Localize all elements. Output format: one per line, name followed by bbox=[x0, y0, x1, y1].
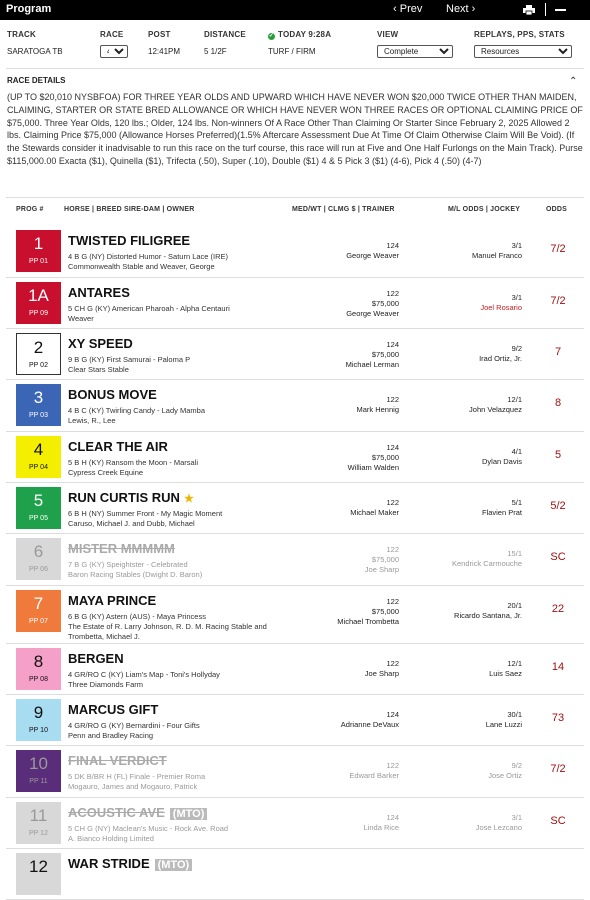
current-odds: 7/2 bbox=[550, 295, 566, 307]
owner: Commonwealth Stable and Weaver, George bbox=[68, 262, 215, 271]
current-odds: 7/2 bbox=[550, 763, 566, 775]
current-odds: SC bbox=[550, 815, 566, 827]
race-details-title: RACE DETAILS bbox=[7, 76, 66, 85]
trainer[interactable]: Adrianne DeVaux bbox=[340, 720, 399, 729]
program-number-badge bbox=[16, 487, 61, 529]
program-number: 1 bbox=[33, 234, 44, 253]
breed-owner bbox=[68, 509, 278, 529]
weight: 124 bbox=[386, 241, 399, 250]
program-number-badge bbox=[16, 384, 61, 426]
breed-owner bbox=[68, 355, 278, 375]
chevron-left-icon: ‹ bbox=[393, 3, 400, 15]
entry-row[interactable] bbox=[6, 483, 584, 534]
divider bbox=[545, 3, 546, 16]
claiming-price: $75,000 bbox=[371, 555, 399, 564]
ml-odds-jockey bbox=[406, 344, 522, 364]
trainer[interactable]: George Weaver bbox=[346, 309, 399, 318]
mto-badge: (MTO) bbox=[155, 859, 193, 871]
program-number: 7 bbox=[33, 594, 44, 613]
horse-name[interactable] bbox=[68, 651, 124, 666]
mto-badge: (MTO) bbox=[170, 808, 208, 820]
morning-line: 30/1 bbox=[507, 710, 522, 719]
horse-name[interactable] bbox=[68, 856, 192, 871]
weight: 122 bbox=[386, 289, 399, 298]
claiming-price: $75,000 bbox=[371, 453, 399, 462]
horse-name-text: MARCUS GIFT bbox=[68, 702, 159, 717]
jockey[interactable]: Joel Rosario bbox=[480, 303, 522, 312]
breed-owner bbox=[68, 304, 278, 324]
breed-owner bbox=[68, 406, 278, 426]
jockey[interactable]: Dylan Davis bbox=[481, 457, 522, 466]
morning-line: 3/1 bbox=[511, 293, 522, 302]
breed-owner bbox=[68, 612, 278, 642]
entry-row[interactable] bbox=[6, 586, 584, 644]
jockey[interactable]: Jose Ortiz bbox=[488, 771, 522, 780]
program-number: 1A bbox=[28, 286, 49, 305]
ml-odds-jockey bbox=[406, 813, 522, 833]
breed-sire-dam: 4 B G (NY) Distorted Humor - Saturn Lace (IRE) bbox=[68, 252, 229, 261]
post-position: PP 05 bbox=[29, 515, 48, 522]
page-title: Program bbox=[6, 3, 52, 15]
trainer[interactable]: George Weaver bbox=[346, 251, 399, 260]
breed-sire-dam: 4 GR/RO G (KY) Bernardini - Four Gifts bbox=[68, 721, 200, 730]
race-select[interactable] bbox=[100, 45, 128, 58]
morning-line: 3/1 bbox=[511, 813, 522, 822]
horse-name-text: FINAL VERDICT bbox=[68, 753, 167, 768]
morning-line: 12/1 bbox=[507, 395, 522, 404]
horse-name[interactable] bbox=[68, 439, 168, 454]
jockey[interactable]: Lane Luzzi bbox=[485, 720, 522, 729]
weight-claim-trainer bbox=[296, 761, 399, 781]
weight: 122 bbox=[386, 659, 399, 668]
owner: Cypress Creek Equine bbox=[68, 468, 144, 477]
program-number-badge bbox=[16, 699, 61, 741]
prev-button[interactable] bbox=[393, 3, 422, 15]
weight: 122 bbox=[386, 597, 399, 606]
program-number-badge bbox=[16, 853, 61, 895]
weight-claim-trainer bbox=[296, 813, 399, 833]
col-ml: M/L ODDS | JOCKEY bbox=[448, 206, 521, 213]
trainer[interactable]: Michael Lerman bbox=[345, 360, 399, 369]
morning-line: 5/1 bbox=[511, 498, 522, 507]
trainer[interactable]: Edward Barker bbox=[349, 771, 399, 780]
trainer[interactable]: Michael Trombetta bbox=[337, 617, 399, 626]
distance-value: 5 1/2F bbox=[204, 47, 227, 56]
owner: The Estate of R. Larry Johnson, R. D. M. Racing Stable and Trombetta, Michael J. bbox=[68, 622, 267, 641]
surface-value: TURF / FIRM bbox=[268, 47, 316, 56]
program-header bbox=[0, 0, 590, 20]
entry-row[interactable] bbox=[6, 380, 584, 432]
minimize-icon[interactable] bbox=[555, 9, 566, 11]
weight: 122 bbox=[386, 395, 399, 404]
owner: Lewis, R., Lee bbox=[68, 416, 116, 425]
program-number-badge bbox=[16, 538, 61, 580]
post-position: PP 11 bbox=[29, 778, 48, 785]
claiming-price: $75,000 bbox=[371, 607, 399, 616]
entry-row[interactable] bbox=[6, 798, 584, 849]
jockey[interactable]: Manuel Franco bbox=[471, 251, 522, 260]
program-number: 5 bbox=[33, 491, 44, 510]
post-position: PP 07 bbox=[29, 618, 48, 625]
breed-owner bbox=[68, 824, 278, 844]
ml-odds-jockey bbox=[406, 395, 522, 415]
breed-sire-dam: 5 B H (KY) Ransom the Moon - Marsali bbox=[68, 458, 199, 467]
divider bbox=[6, 197, 584, 198]
weight: 122 bbox=[386, 545, 399, 554]
morning-line: 12/1 bbox=[507, 659, 522, 668]
jockey[interactable]: Jose Lezcano bbox=[475, 823, 522, 832]
breed-sire-dam: 6 B H (NY) Summer Front - My Magic Moment bbox=[68, 509, 223, 518]
weight: 124 bbox=[386, 443, 399, 452]
ml-odds-jockey bbox=[406, 447, 522, 467]
horse-name-text: ANTARES bbox=[68, 285, 130, 300]
current-odds: SC bbox=[550, 551, 566, 563]
col-odds: ODDS bbox=[546, 206, 568, 213]
breed-sire-dam: 7 B G (KY) Speightster - Celebrated bbox=[68, 560, 188, 569]
program-number: 8 bbox=[33, 652, 44, 671]
breed-owner bbox=[68, 560, 278, 580]
entry-row[interactable] bbox=[6, 278, 584, 329]
ml-odds-jockey bbox=[406, 498, 522, 518]
post-position: PP 02 bbox=[29, 362, 48, 369]
program-number: 9 bbox=[33, 703, 44, 722]
trainer[interactable]: Mark Hennig bbox=[356, 405, 399, 414]
entry-row[interactable] bbox=[6, 849, 584, 900]
current-odds: 7/2 bbox=[550, 243, 566, 255]
horse-name[interactable] bbox=[68, 336, 133, 351]
entry-row[interactable] bbox=[6, 534, 584, 586]
current-odds: 5/2 bbox=[550, 500, 566, 512]
horse-name-text: XY SPEED bbox=[68, 336, 133, 351]
post-position: PP 04 bbox=[29, 464, 48, 471]
prev-label: Prev bbox=[399, 3, 423, 15]
breed-owner bbox=[68, 772, 278, 792]
distance-label: DISTANCE bbox=[204, 30, 246, 39]
trainer[interactable]: Michael Maker bbox=[350, 508, 399, 517]
breed-sire-dam: 4 GR/RO C (KY) Liam's Map - Toni's Hollyday bbox=[68, 670, 220, 679]
morning-line: 9/2 bbox=[511, 344, 522, 353]
weight-claim-trainer bbox=[296, 443, 399, 473]
today-time: TODAY 9:28A bbox=[278, 30, 332, 39]
breed-owner bbox=[68, 458, 278, 478]
race-details-text: (UP TO $20,010 NYSBFOA) FOR THREE YEAR OLDS AND UPWARD WHICH HAVE NEVER WON $20,000 TWICE OTHER THAN MAIDEN, CLAIMING, STARTER OR STATE BRED ALLOWANCE OR WHICH HAVE NEVER WON THREE RACES OR OPTIONAL CLAIMING PRICE OF $75,000. Three Year Olds, 120 lbs.; Older, 124 lbs. Non-winners Of A Race Other Than Claiming Or Starter Since February 2, 2025 Allowed 2 lbs. Claiming Price $75,000 (Allowance Horses Preferred)(1.5% Aftercare Assessment Due At Time Of Claim Otherwise Claim Will Be Void). (If the Stewards consider it inadvisable to run this race on the turf course, this race will run at Five and One Half Furlongs on the Main Track). Purse $115,000.00 Exacta ($1), Quinella ($1), Trifecta (.50), Super (.10), Double ($1) 4 & 5 Pick 3 ($1) (4-6), Pick 4 (.50) (4-7) bbox=[7, 92, 583, 166]
entry-row[interactable] bbox=[6, 644, 584, 695]
horse-name[interactable] bbox=[68, 541, 175, 556]
owner: Caruso, Michael J. and Dubb, Michael bbox=[68, 519, 195, 528]
current-odds: 14 bbox=[551, 661, 565, 673]
weight: 124 bbox=[386, 710, 399, 719]
owner: Baron Racing Stables (Dwight D. Baron) bbox=[68, 570, 203, 579]
post-position: PP 09 bbox=[29, 310, 48, 317]
breed-sire-dam: 5 DK B/BR H (FL) Finale - Premier Roma bbox=[68, 772, 206, 781]
entry-row[interactable] bbox=[6, 695, 584, 746]
weight: 124 bbox=[386, 813, 399, 822]
weight-claim-trainer bbox=[296, 597, 399, 627]
horse-name[interactable] bbox=[68, 593, 156, 608]
claiming-price: $75,000 bbox=[371, 350, 399, 359]
ml-odds-jockey bbox=[406, 761, 522, 781]
breed-owner bbox=[68, 670, 278, 690]
post-position: PP 12 bbox=[29, 830, 48, 837]
breed-owner bbox=[68, 721, 278, 741]
morning-line: 9/2 bbox=[511, 761, 522, 770]
owner: Weaver bbox=[68, 314, 94, 323]
today-label bbox=[268, 30, 331, 40]
trainer[interactable]: William Walden bbox=[347, 463, 399, 472]
weight-claim-trainer bbox=[296, 710, 399, 730]
program-number: 11 bbox=[29, 806, 48, 825]
horse-name-text: ACOUSTIC AVE bbox=[68, 805, 165, 820]
owner: Penn and Bradley Racing bbox=[68, 731, 154, 740]
program-number-badge bbox=[16, 282, 61, 324]
weight-claim-trainer bbox=[296, 545, 399, 575]
next-button[interactable] bbox=[446, 3, 475, 15]
weight-claim-trainer bbox=[296, 241, 399, 261]
breed-sire-dam: 4 B C (KY) Twirling Candy - Lady Mamba bbox=[68, 406, 205, 415]
horse-name-text: BONUS MOVE bbox=[68, 387, 157, 402]
ml-odds-jockey bbox=[406, 293, 522, 313]
horse-name-text: TWISTED FILIGREE bbox=[68, 233, 191, 248]
post-position: PP 10 bbox=[29, 727, 48, 734]
horse-name[interactable] bbox=[68, 387, 157, 402]
weight: 122 bbox=[386, 498, 399, 507]
check-icon: ✓ bbox=[268, 33, 275, 39]
current-odds: 22 bbox=[551, 603, 565, 615]
current-odds: 5 bbox=[554, 449, 562, 461]
post-position: PP 03 bbox=[29, 412, 48, 419]
jockey[interactable]: Luis Saez bbox=[489, 669, 522, 678]
program-number: 4 bbox=[33, 440, 44, 459]
view-select[interactable] bbox=[377, 45, 453, 58]
breed-sire-dam: 9 B G (KY) First Samurai - Paloma P bbox=[68, 355, 191, 364]
weight-claim-trainer bbox=[296, 498, 399, 518]
horse-name-text: MAYA PRINCE bbox=[68, 593, 157, 608]
jockey[interactable]: John Velazquez bbox=[469, 405, 522, 414]
col-horse: HORSE | BREED SIRE-DAM | OWNER bbox=[64, 206, 195, 213]
weight-claim-trainer bbox=[296, 395, 399, 415]
track-label: TRACK bbox=[7, 30, 36, 39]
horse-name[interactable] bbox=[68, 233, 190, 248]
morning-line: 20/1 bbox=[507, 601, 522, 610]
horse-name-text: RUN CURTIS RUN bbox=[68, 490, 180, 505]
ml-odds-jockey bbox=[406, 601, 522, 621]
trainer[interactable]: Linda Rice bbox=[363, 823, 399, 832]
post-position: PP 01 bbox=[29, 258, 48, 265]
horse-name-text: MISTER MMMMM bbox=[68, 541, 175, 556]
morning-line: 3/1 bbox=[511, 241, 522, 250]
program-number-badge bbox=[16, 436, 61, 478]
program-number: 6 bbox=[33, 542, 44, 561]
jockey[interactable]: Kendrick Carmouche bbox=[451, 559, 522, 568]
ml-odds-jockey bbox=[406, 549, 522, 569]
program-number: 3 bbox=[33, 388, 44, 407]
weight-claim-trainer bbox=[296, 659, 399, 679]
track-value: SARATOGA TB bbox=[7, 47, 63, 56]
print-icon[interactable] bbox=[523, 5, 535, 15]
entry-row[interactable] bbox=[6, 329, 584, 380]
resources-select[interactable] bbox=[474, 45, 572, 58]
weight-claim-trainer bbox=[296, 289, 399, 319]
breed-owner bbox=[68, 252, 278, 272]
entry-row[interactable] bbox=[6, 226, 584, 278]
col-prog: PROG # bbox=[16, 206, 44, 213]
post-position: PP 08 bbox=[29, 676, 48, 683]
program-number-badge bbox=[16, 230, 61, 272]
program-number-badge bbox=[16, 750, 61, 792]
weight: 124 bbox=[386, 340, 399, 349]
breed-sire-dam: 5 CH G (NY) Maclean's Music - Rock Ave. Road bbox=[68, 824, 229, 833]
morning-line: 4/1 bbox=[511, 447, 522, 456]
program-number: 2 bbox=[33, 338, 44, 357]
post-value: 12:41PM bbox=[148, 47, 181, 56]
next-label: Next bbox=[446, 3, 469, 15]
owner: A. Bianco Holding Limited bbox=[68, 834, 154, 843]
horse-name[interactable] bbox=[68, 490, 194, 505]
col-medwt: MED/WT | CLMG $ | TRAINER bbox=[292, 206, 395, 213]
view-label: VIEW bbox=[377, 30, 399, 39]
trainer[interactable]: Joe Sharp bbox=[364, 565, 399, 574]
entry-row[interactable] bbox=[6, 432, 584, 483]
divider bbox=[6, 68, 584, 69]
horse-name-text: CLEAR THE AIR bbox=[68, 439, 168, 454]
weight-claim-trainer bbox=[296, 340, 399, 370]
post-position: PP 06 bbox=[29, 566, 48, 573]
morning-line: 15/1 bbox=[507, 549, 522, 558]
post-label: POST bbox=[148, 30, 171, 39]
ml-odds-jockey bbox=[406, 241, 522, 261]
current-odds: 73 bbox=[551, 712, 565, 724]
owner: Three Diamonds Farm bbox=[68, 680, 144, 689]
ml-odds-jockey bbox=[406, 710, 522, 730]
horse-name[interactable] bbox=[68, 753, 167, 768]
program-number: 12 bbox=[29, 857, 48, 876]
program-number: 10 bbox=[29, 754, 48, 773]
horse-name-text: BERGEN bbox=[68, 651, 124, 666]
owner: Mogauro, James and Mogauro, Patrick bbox=[68, 782, 198, 791]
owner: Clear Stars Stable bbox=[68, 365, 129, 374]
program-number-badge bbox=[16, 802, 61, 844]
claiming-price: $75,000 bbox=[371, 299, 399, 308]
trainer[interactable]: Joe Sharp bbox=[364, 669, 399, 678]
jockey[interactable]: Ricardo Santana, Jr. bbox=[454, 611, 522, 620]
ml-odds-jockey bbox=[406, 659, 522, 679]
horse-name-text: WAR STRIDE bbox=[68, 856, 150, 871]
chevron-up-icon[interactable]: ⌃ bbox=[569, 76, 578, 87]
star-icon: ★ bbox=[183, 493, 194, 505]
breed-sire-dam: 6 B G (KY) Astern (AUS) - Maya Princess bbox=[68, 612, 206, 621]
current-odds: 8 bbox=[554, 397, 562, 409]
race-label: RACE bbox=[100, 30, 124, 39]
jockey[interactable]: Irad Ortiz, Jr. bbox=[479, 354, 522, 363]
entry-row[interactable] bbox=[6, 746, 584, 798]
program-number-badge bbox=[16, 333, 61, 375]
horse-name[interactable] bbox=[68, 805, 207, 820]
jockey[interactable]: Flavien Prat bbox=[481, 508, 522, 517]
replays-label: REPLAYS, PPS, STATS bbox=[474, 30, 565, 39]
horse-name[interactable] bbox=[68, 285, 130, 300]
chevron-right-icon: › bbox=[468, 3, 476, 15]
breed-sire-dam: 5 CH G (KY) American Pharoah - Alpha Centauri bbox=[68, 304, 230, 313]
weight: 122 bbox=[386, 761, 399, 770]
program-number-badge bbox=[16, 590, 61, 632]
program-number-badge bbox=[16, 648, 61, 690]
current-odds: 7 bbox=[554, 346, 562, 358]
horse-name[interactable] bbox=[68, 702, 158, 717]
